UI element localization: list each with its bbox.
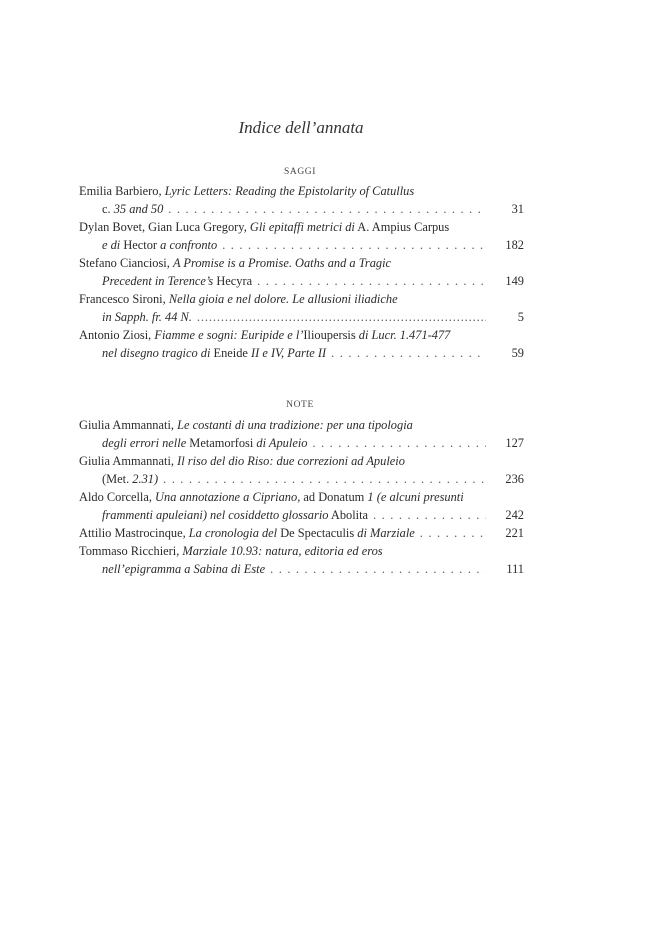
entry-title: 1 (e alcuni presunti: [367, 490, 464, 504]
entry-title: Il riso del dio Riso: due correzioni ad Apuleio: [177, 454, 405, 468]
entry-author: Aldo Corcella,: [79, 490, 156, 504]
entry-author: Emilia Barbiero,: [79, 184, 165, 198]
entry-title: Marziale 10.93: natura, editoria ed eros: [182, 544, 383, 558]
entry-author: Francesco Sironi,: [79, 292, 169, 306]
dot-leader: [331, 344, 486, 362]
entry-title-cont: di Apuleio: [256, 436, 308, 450]
entry-title: Ilioupersis: [303, 328, 356, 342]
entry-title-cont: degli errori nelle: [102, 436, 187, 450]
note-list: [79, 416, 524, 578]
dot-leader: [420, 524, 486, 542]
dot-leader: [373, 506, 486, 524]
entry-title: Una annotazione a Cipriano,: [155, 490, 301, 504]
page-number: 236: [505, 472, 524, 486]
entry-title-cont: in Sapph. fr. 44 N.: [102, 310, 192, 324]
list-item: [79, 290, 524, 326]
entry-title-cont: nel disegno tragico di: [102, 346, 211, 360]
entry-title: di Lucr. 1.471-477: [355, 328, 451, 342]
dot-leader: [312, 434, 486, 452]
dot-leader: [257, 272, 486, 290]
entry-title-cont: Eneide: [210, 346, 252, 360]
list-item: [79, 218, 524, 254]
dot-leader: [163, 470, 486, 488]
entry-title-cont: Metamorfosi: [186, 436, 257, 450]
entry-title-cont: c.: [102, 202, 114, 216]
entry-title: di Marziale: [357, 526, 415, 540]
entry-title-cont: Hecyra: [213, 274, 253, 288]
entry-title: Fiamme e sogni: Euripide e l’: [154, 328, 304, 342]
page-number: 182: [505, 238, 524, 252]
entry-author: Tommaso Ricchieri,: [79, 544, 183, 558]
entry-title-cont: e di: [102, 238, 121, 252]
entry-title: A Promise is a Promise. Oaths and a Tragic: [172, 256, 392, 270]
entry-title-cont: frammenti apuleiani) nel cosiddetto glossario: [102, 508, 329, 522]
dot-leader: [168, 200, 486, 218]
entry-title: Nella gioia e nel dolore. Le allusioni iliadiche: [168, 292, 398, 306]
page-number: 221: [505, 526, 524, 540]
entry-title-cont: Abolita: [328, 508, 369, 522]
dot-leader: [197, 308, 486, 326]
list-item: [79, 488, 524, 524]
page-number: 31: [511, 202, 524, 216]
page-number: 242: [505, 508, 524, 522]
page-number: 5: [517, 310, 524, 324]
entry-title-cont: 2.31): [132, 472, 159, 486]
list-item: [79, 182, 524, 218]
section-heading-note: NOTE: [286, 400, 314, 410]
entry-title-cont: Hector: [120, 238, 161, 252]
entry-title-cont: Precedent in Terence’s: [102, 274, 214, 288]
entry-author: Giulia Ammannati,: [79, 454, 178, 468]
list-item: [79, 542, 524, 578]
list-item: [79, 326, 524, 362]
entry-title: La cronologia del: [188, 526, 278, 540]
dot-leader: [270, 560, 486, 578]
entry-title-cont: 35 and 50: [113, 202, 164, 216]
page-number: 111: [506, 562, 524, 576]
page-number: 149: [505, 274, 524, 288]
entry-author: Dylan Bovet, Gian Luca Gregory,: [79, 220, 250, 234]
entry-title: Lyric Letters: Reading the Epistolarity of Catullus: [164, 184, 415, 198]
entry-title: A. Ampius Carpus: [354, 220, 450, 234]
entry-title: Le costanti di una tradizione: per una tipologia: [177, 418, 413, 432]
page-number: 59: [511, 346, 524, 360]
list-item: [79, 452, 524, 488]
entry-title: Gli epitaffi metrici di: [249, 220, 355, 234]
saggi-list: [79, 182, 524, 362]
list-item: [79, 524, 524, 542]
entry-title: De Spectaculis: [277, 526, 358, 540]
entry-title-cont: a confronto: [160, 238, 218, 252]
entry-title-cont: II e IV, Parte II: [251, 346, 327, 360]
list-item: [79, 416, 524, 452]
section-heading-saggi: SAGGI: [283, 167, 317, 177]
entry-author: Antonio Ziosi,: [79, 328, 155, 342]
entry-title-cont: (Met.: [102, 472, 133, 486]
page-number: 127: [505, 436, 524, 450]
page-title: Indice dell’annata: [238, 118, 364, 137]
entry-author: Attilio Mastrocinque,: [79, 526, 189, 540]
dot-leader: [222, 236, 486, 254]
entry-author: Stefano Cianciosi,: [79, 256, 173, 270]
entry-author: Giulia Ammannati,: [79, 418, 178, 432]
list-item: [79, 254, 524, 290]
entry-title: ad Donatum: [300, 490, 368, 504]
entry-title-cont: nell’epigramma a Sabina di Este: [102, 562, 266, 576]
